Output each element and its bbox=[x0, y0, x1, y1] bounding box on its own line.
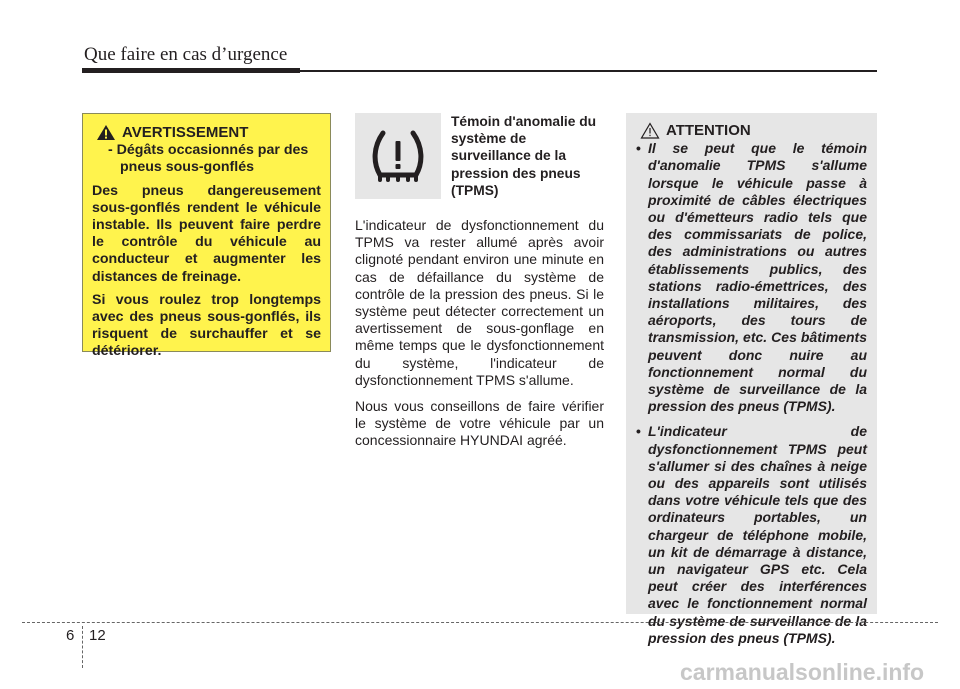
tpms-paragraph: Nous vous conseillons de faire vérifier le système de votre véhicule par un concessionnaire HYUNDAI agréé. bbox=[355, 398, 604, 449]
attention-box bbox=[626, 113, 877, 646]
warning-title: AVERTISSEMENT bbox=[122, 124, 249, 141]
warning-triangle-icon bbox=[96, 124, 116, 141]
tpms-paragraph: L'indicateur de dysfonctionnement du TPMS va rester allumé après avoir clignoté pendant environ une minute en cas de défaillance du système de contrôle de la pression des pneus. Si le système peut détecter correctement un avertissement de sous-gonflage en même temps que le dysfonctionnement du système, l'indicateur de dysfonctionnement TPMS s'allume. bbox=[355, 217, 604, 388]
warning-subtitle: - Dégâts occasionnés par des pneus sous-gonflés bbox=[108, 142, 309, 176]
chapter-title: Que faire en cas d’urgence bbox=[84, 44, 288, 65]
warning-header bbox=[96, 124, 321, 141]
attention-item bbox=[636, 140, 867, 415]
bullet-icon: • bbox=[636, 423, 641, 440]
page-number: 12 bbox=[89, 627, 106, 644]
header-rule-thick bbox=[82, 68, 300, 73]
tpms-icon-panel bbox=[355, 113, 441, 199]
tpms-warning-icon bbox=[367, 127, 429, 185]
page-number-separator bbox=[82, 626, 83, 668]
bullet-icon: • bbox=[636, 140, 641, 157]
caution-triangle-icon bbox=[640, 122, 660, 139]
attention-item-text: L'indicateur de dysfonctionnement TPMS peut s'allumer si des chaînes à neige ou des appareils sont utilisés dans votre véhicule tels que des ordinateurs portables, un chargeur de téléphone mobile, un kit de démarrage à distance, un navigateur GPS etc. Cela peut créer des interférences avec le fonctionnement normal du système de surveillance de la pression des pneus (TPMS). bbox=[648, 423, 867, 646]
header-rule-thin bbox=[300, 70, 877, 72]
watermark-text: carmanualsonline.info bbox=[680, 659, 925, 685]
tpms-body bbox=[355, 217, 604, 459]
tpms-section-title: Témoin d'anomalie du système de surveillance de la pression des pneus (TPMS) bbox=[451, 114, 597, 198]
chapter-number: 6 bbox=[66, 627, 75, 644]
attention-item bbox=[636, 423, 867, 647]
warning-paragraph: Des pneus dangereusement sous-gonflés rendent le véhicule instable. Ils peuvent faire perdre le contrôle du véhicule au conducteur et augmenter les distances de freinage. bbox=[92, 182, 321, 285]
footer-rule bbox=[22, 622, 938, 623]
attention-title: ATTENTION bbox=[666, 122, 751, 139]
warning-paragraph: Si vous roulez trop longtemps avec des pneus sous-gonflés, ils risquent de surchauffer et se détériorer. bbox=[92, 291, 321, 360]
attention-item-text: Il se peut que le témoin d'anomalie TPMS s'allume lorsque le véhicule passe à proximité de câbles électriques ou d'émetteurs radio tels que des commissariats de police, des administrations ou autres établissements publics, des stations radio-émettrices, des installations militaires, des aéroports, des tours de transmission, etc. Ces bâtiments peuvent donc nuire au fonctionnement normal du système de surveillance de la pression des pneus (TPMS). bbox=[648, 140, 867, 415]
warning-box bbox=[82, 113, 331, 360]
attention-header bbox=[640, 122, 867, 139]
